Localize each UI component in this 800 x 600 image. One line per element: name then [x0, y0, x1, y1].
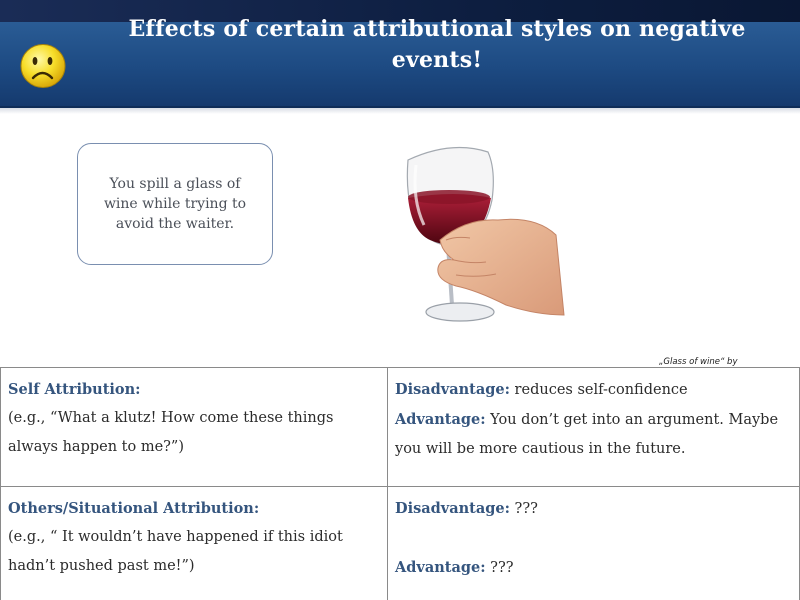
sad-face-icon — [18, 42, 68, 90]
advantage-label: Advantage: — [395, 411, 486, 428]
advantage-text: ??? — [485, 560, 514, 576]
advantage-line — [395, 405, 792, 464]
situational-attribution-cell — [1, 487, 388, 600]
self-attribution-effects-cell — [388, 368, 800, 487]
disadvantage-text: reduces self-confidence — [509, 382, 688, 398]
disadvantage-line — [395, 375, 792, 405]
spacer — [395, 524, 792, 553]
advantage-text: You don’t get into an argument. Maybe you will be more cautious in the future. — [395, 412, 779, 457]
disadvantage-label: Disadvantage: — [395, 381, 510, 398]
wine-glass-image — [396, 140, 566, 360]
row-example: (e.g., “What a klutz! How come these things always happen to me?”) — [8, 410, 334, 455]
situational-attribution-effects-cell — [388, 487, 800, 600]
title-underline — [0, 108, 800, 114]
disadvantage-text: ??? — [509, 501, 538, 517]
row-example: (e.g., “ It wouldn’t have happened if this idiot hadn’t pushed past me!”) — [8, 529, 343, 574]
disadvantage-label: Disadvantage: — [395, 500, 510, 517]
disadvantage-line — [395, 494, 792, 524]
self-attribution-cell — [1, 368, 388, 487]
row-title: Self Attribution: — [8, 381, 141, 398]
table-row — [1, 368, 800, 487]
attribution-table — [0, 367, 800, 600]
scenario-callout — [77, 143, 273, 265]
row-title: Others/Situational Attribution: — [8, 500, 260, 517]
scenario-text: You spill a glass of wine while trying to avoid the waiter. — [103, 176, 247, 232]
image-credit: „Glass of wine“ by — [659, 357, 738, 367]
advantage-line — [395, 553, 792, 583]
page-title: Effects of certain attributional styles on negative events! — [128, 16, 746, 73]
table-row — [1, 487, 800, 600]
advantage-label: Advantage: — [395, 559, 486, 576]
